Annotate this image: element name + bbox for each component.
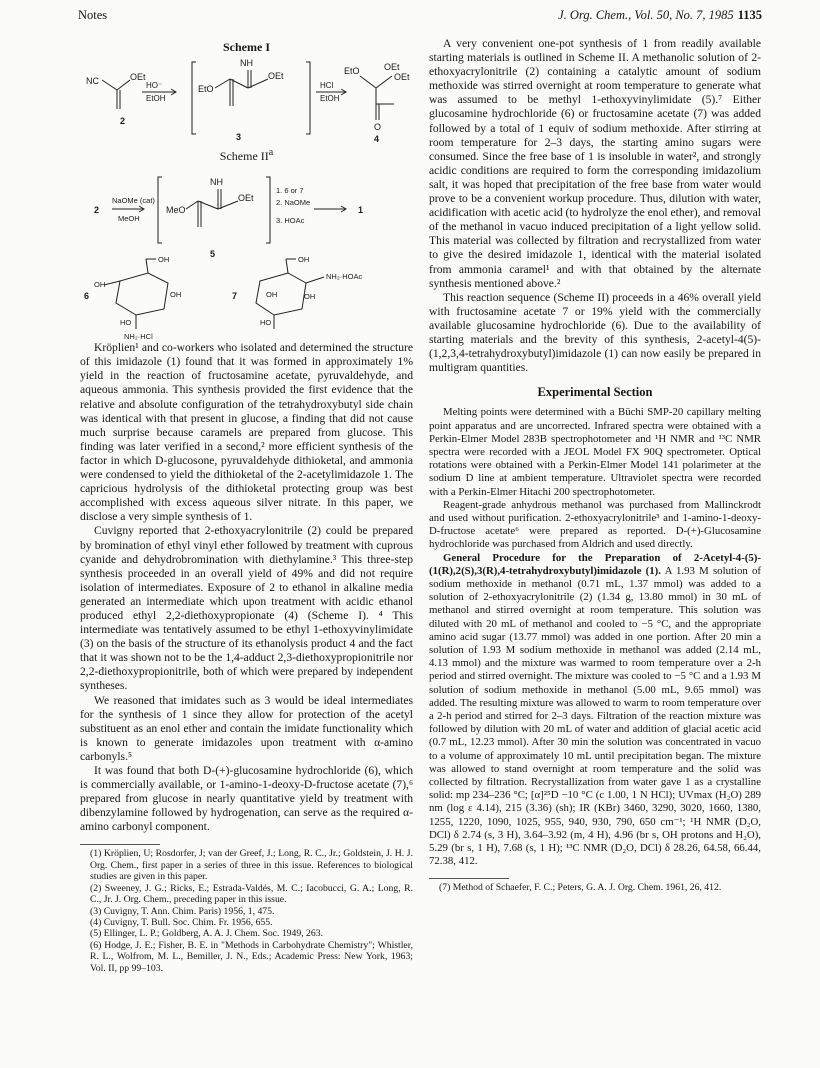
footnote: (7) Method of Schaefer, F. C.; Peters, G. A. J. Org. Chem. 1961, 26, 412. bbox=[439, 882, 722, 894]
reagent-etoh-label: EtOH bbox=[146, 94, 166, 104]
footnote: (2) Sweeney, J. G.; Ricks, E.; Estrada-Valdés, M. C.; Iacobucci, G. A.; Long, R. C., Jr. J. Org. Chem., preceding paper in this issue. bbox=[90, 882, 413, 906]
body-paragraph: Reagent-grade anhydrous methanol was purchased from Mallinckrodt and used without purification. 2-ethoxyacrylonitrile³ and 1-amino-1-deoxy-D-fructose acetate⁶ were prepared as reported. D-(+)-Glucosamine hydrochloride was purchased from Aldrich and used directly. bbox=[429, 498, 761, 551]
compound-number-5: 5 bbox=[210, 249, 216, 260]
oh-label: OH bbox=[266, 290, 278, 300]
experimental-section bbox=[429, 406, 761, 868]
oh-label: OH bbox=[170, 290, 182, 300]
scheme-2-title bbox=[80, 146, 413, 163]
body-paragraph: Melting points were determined with a Büchi SMP-20 capillary melting point apparatus and are uncorrected. Infrared spectra were obtained with a Perkin-Elmer Model 283B spectrophotometer and ¹H NMR and ¹³C NMR spectra were recorded with a JEOL Model FX 90Q spectrometer. Optical rotations were obtained with a Perkin-Elmer Model 141 polarimeter at the sodium D line at ambient temperature. Ultraviolet spectra were recorded with a Perkin-Elmer Hitachi 200 spectrophotometer. bbox=[429, 406, 761, 498]
footnote: (6) Hodge, J. E.; Fisher, B. E. in "Methods in Carbohydrate Chemistry"; Whistler, R. L., Wolfrom, M. L., Bemiller, J. N., Eds.; Academic Press: New York, 1963; Vol. II, pp 99–103. bbox=[90, 939, 413, 974]
step-3: 3. HOAc bbox=[276, 216, 305, 226]
scheme-1 bbox=[80, 40, 413, 341]
footnote-divider bbox=[429, 878, 509, 879]
nh-label: NH bbox=[210, 177, 223, 188]
reagent-meoh: MeOH bbox=[118, 214, 140, 224]
nh2-hcl-label: NH₂·HCl bbox=[124, 332, 153, 342]
reagent-hcl-label: HCl bbox=[320, 81, 334, 91]
oxygen-label: O bbox=[374, 122, 382, 133]
compound-number-2: 2 bbox=[94, 205, 100, 216]
compound-number-7: 7 bbox=[232, 291, 238, 302]
compound-number-2: 2 bbox=[120, 116, 126, 127]
oh-label: OH bbox=[298, 255, 310, 265]
eto-label: EtO bbox=[344, 66, 360, 77]
meo-label: MeO bbox=[166, 205, 186, 216]
footnote: (3) Cuvigny, T. Ann. Chim. Paris) 1956, 1, 475. bbox=[90, 905, 275, 917]
procedure-heading: General Procedure for the Preparation of 2-Acetyl-4-(5)-(1(R),2(S),3(R),4-tetrahydroxybutyl)imidazole (1). bbox=[429, 551, 761, 577]
right-column bbox=[429, 37, 761, 894]
scheme-1-title: Scheme I bbox=[223, 40, 270, 54]
page-number: 1135 bbox=[737, 8, 762, 22]
reagent-ho-label: HO⁻ bbox=[146, 81, 163, 91]
left-column bbox=[80, 40, 413, 974]
footnote: (4) Cuvigny, T. Bull. Soc. Chim. Fr. 1956, 655. bbox=[90, 916, 273, 928]
oet-label: OEt bbox=[238, 193, 254, 204]
ho-label: HO bbox=[120, 318, 132, 328]
body-paragraph: A very convenient one-pot synthesis of 1 from readily available starting materials is outlined in Scheme II. A methanolic solution of 2-ethoxyacrylonitrile (2) containing a catalytic amount of sodium methoxide was stirred overnight at room temperature to generate what was assumed to be methyl 1-ethoxyvinylimidate (5).⁷ Either glucosamine hydrochloride (6) or fructosamine acetate (7) was added followed by a total of 1 equiv of sodium methoxide. After stirring at room temperature for 2–3 days, the starting amino sugars were consumed. Since the free base of 1 is insoluble in water², and strongly acidic conditions are required to form the corresponding imidazolium salt, it was hoped that precipitation of the free base from water would prove to be a convenient workup procedure. Thus, dilution with water, acidification with acetic acid (to hydrolyze the enol ether), and removal of the methanol in vacuo induced precipitation of a light yellow solid. This material was collected by filtration and recrystallized from water to give the desired imidazole 1, identical with the material isolated from ammonia caramel¹ and with that obtained by the alternate synthesis mentioned above.² bbox=[429, 37, 761, 290]
oet-label: OEt bbox=[384, 62, 400, 73]
procedure-paragraph bbox=[429, 552, 761, 869]
scheme-1-structures bbox=[80, 54, 413, 146]
footnotes bbox=[80, 848, 413, 973]
oet-label: OEt bbox=[268, 71, 284, 82]
eto-label: EtO bbox=[198, 84, 214, 95]
reagent-etoh-label: EtOH bbox=[320, 94, 340, 104]
oet-label: OEt bbox=[394, 72, 410, 83]
body-paragraph: It was found that both D-(+)-glucosamine hydrochloride (6), which is commercially available, or 1-amino-1-deoxy-D-fructose acetate (7),⁶ prepared from glucose in nearly quantitative yield by treatment with dibenzylamine followed by hydrogenation, can serve as the required α-amino carbonyl component. bbox=[80, 764, 413, 834]
footnote: (1) Kröplien, U; Rosdorfer, J; van der Greef, J.; Long, R. C., Jr.; Goldstein, J. H. J. Org. Chem., first paper in a series of three in this issue. References to biological studies are given in this paper. bbox=[90, 848, 413, 883]
nh-label: NH bbox=[240, 58, 253, 69]
journal-citation: J. Org. Chem., Vol. 50, No. 7, 1985 bbox=[558, 8, 734, 22]
body-paragraph: This reaction sequence (Scheme II) proceeds in a 46% overall yield with fructosamine acetate 7 or 19% yield with the commercially available glucosamine hydrochloride (6). Due to the availability of starting materials and the brevity of this synthesis, 2-acetyl-4(5)-(1,2,3,4-tetrahydroxybutyl)imidazole (1) can now easily be prepared in multigram quantities. bbox=[429, 290, 761, 375]
oet-label: OEt bbox=[130, 72, 146, 83]
body-paragraph: Cuvigny reported that 2-ethoxyacrylonitrile (2) could be prepared by bromination of ethyl vinyl ether followed by treatment with cuprous cyanide and dehydrobromination with diethylamine.³ This three-step synthesis proceeded in an overall yield of 49% and did not require isolation of intermediates. Exposure of 2 to ethanol in alkaline media generated an intermediate which upon treatment with acidic ethanol produced ethyl 2,2-diethoxypropionate (4) (Scheme I). ⁴ This intermediate was tentatively assumed to be ethyl 1-ethoxyvinylimidate (3) on the basis of the structure of its ethanolysis product 4 and the fact that it was shown not to be the 1,4-adduct 2,3-diethoxypropionitrile nor 2,2-diethoxypropionitrile, both of which were prepared by independent syntheses. bbox=[80, 524, 413, 693]
footnotes bbox=[429, 882, 761, 893]
scheme-2-footnote-mark: a bbox=[268, 147, 274, 159]
nh2-hoac-label: NH₂·HOAc bbox=[326, 272, 363, 282]
oh-label: OH bbox=[94, 280, 106, 290]
step-2: 2. NaOMe bbox=[276, 198, 311, 208]
step-1: 1. 6 or 7 bbox=[276, 186, 304, 196]
procedure-text: A 1.93 M solution of sodium methoxide in methanol (0.71 mL, 1.37 mmol) was added to a solution of 2-ethoxyacrylonitrile (2) (1.34 g, 13.80 mmol) in 30 mL of methanol and stirred overnight at room temperature. This solution was diluted with 20 mL of methanol and cooled to −5 °C, and the appropriate amino acid sugar (13.77 mmol) was added in one portion. After 20 min a solution of 1.93 M sodium methoxide in methanol was added (2.14 mL, 4.13 mmol) and the mixture was warmed to room temperature over a 2-h period and stirred overnight. The mixture was cooled to −5 °C and a 1.93 M solution of sodium methoxide in methanol (5.00 mL, 9.65 mmol) was added. The resulting mixture was allowed to warm to room temperature over a 2-h period and stirred for 2–3 days. Filtration of the reaction mixture was followed by dilution with 20 mL of water and addition of glacial acetic acid (0.7 mL, 12.23 mmol). After 30 min the solution was concentrated in vacuo to a volume of approximately 10 mL until precipitation began. The mixture was allowed to stand overnight at room temperature and the solid was collected by filtration. Recrystallization from water gave 1 as a crystalline solid: mp 234–236 °C; [α]²⁵D −10 °C (c 1.00, 1 N HCl); UVmax (H₂O) 289 nm (log ε 4.14), 215 (3.36) (sh); IR (KBr) 3460, 3290, 3020, 1660, 1380, 1255, 1220, 1090, 1025, 955, 940, 930, 790, 650 cm⁻¹; ¹H NMR (D₂O, DCl) δ 2.74 (s, 3 H), 3.64–3.92 (m, 4 H), 4.96 (br s, OH protons and H₂O), 5.29 (br s, 1 H), 7.68 (s, 1 H); ¹³C NMR (D₂O, DCl) δ 28.26, 64.58, 66.44, 72.38, 412. bbox=[429, 564, 762, 868]
oh-label: OH bbox=[304, 292, 316, 302]
body-paragraph: We reasoned that imidates such as 3 would be ideal intermediates for the synthesis of 1 since they allow for protection of the acetyl substituent as an enol ether and contain the imidate functionality which is known to generate imidazoles upon treatment with α-amino carbonyls.⁵ bbox=[80, 693, 413, 763]
compound-number-6: 6 bbox=[84, 291, 90, 302]
reagent-naome-cat: NaOMe (cat) bbox=[112, 196, 155, 206]
compound-number-1: 1 bbox=[358, 205, 364, 216]
scheme-2-title-text: Scheme II bbox=[219, 149, 269, 164]
experimental-heading: Experimental Section bbox=[537, 385, 653, 400]
compound-number-4: 4 bbox=[374, 134, 380, 145]
nc-label: NC bbox=[86, 76, 99, 87]
body-paragraph: Kröplien¹ and co-workers who isolated and determined the structure of this imidazole (1) found that it was formed in approximately 1% yield in the reaction of fructosamine acetate, pyruvaldehyde, and aqueous ammonia. This synthesis provided the first evidence that the relative and absolute configuration of the tetrahydroxybutyl side chain was identical with that present in glucose, a finding that did not cause much surprise because caramels are prepared from glucose. This finding was later verified in a second,² more efficient synthesis of the factor in which D-glucosone, pyruvaldehyde dithioketal, and ammonia were condensed to yield the dithioketal of the 2-acetylimidazole 1. The capricious hydrolysis of the dithioketal protecting group was best accomplished with excess aqueous silver nitrate. In this paper, we disclose a very simple synthesis of 1. bbox=[80, 341, 413, 524]
running-header-journal bbox=[558, 8, 762, 23]
footnote-divider bbox=[80, 844, 160, 845]
footnote: (5) Ellinger, L. P.; Goldberg, A. A. J. Chem. Soc. 1949, 263. bbox=[90, 928, 323, 940]
ho-label: HO bbox=[260, 318, 272, 328]
compound-number-3: 3 bbox=[236, 132, 242, 143]
oh-label: OH bbox=[158, 255, 170, 265]
scheme-2-structures bbox=[80, 163, 413, 341]
running-header-section: Notes bbox=[78, 8, 108, 22]
